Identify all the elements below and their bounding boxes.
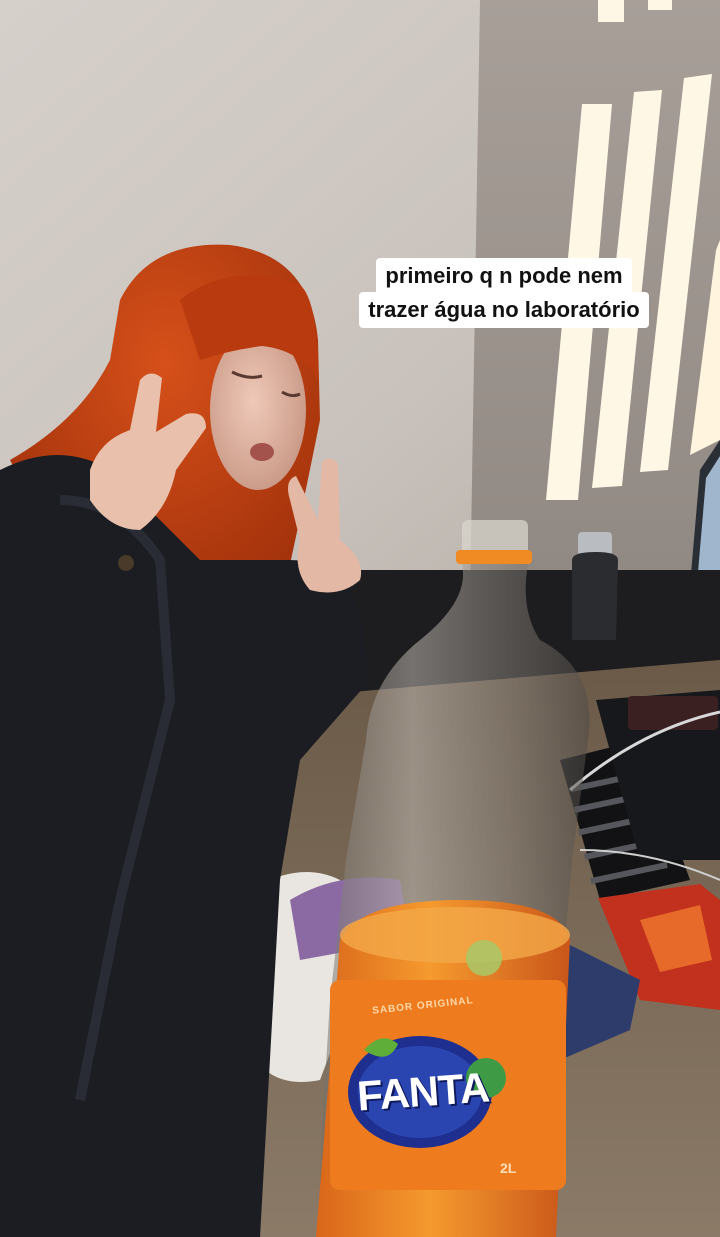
bottle-flavor-text: SABOR ORIGINAL: [371, 995, 475, 1017]
thermos-bottle: [572, 532, 618, 640]
caption-line-1: primeiro q n pode nem: [376, 258, 631, 294]
story-caption: [335, 258, 673, 328]
bottle-brand-text: FANTA: [355, 1063, 491, 1120]
bottle-size-text: 2L: [500, 1160, 517, 1176]
caption-line-2: trazer água no laboratório: [359, 292, 648, 328]
